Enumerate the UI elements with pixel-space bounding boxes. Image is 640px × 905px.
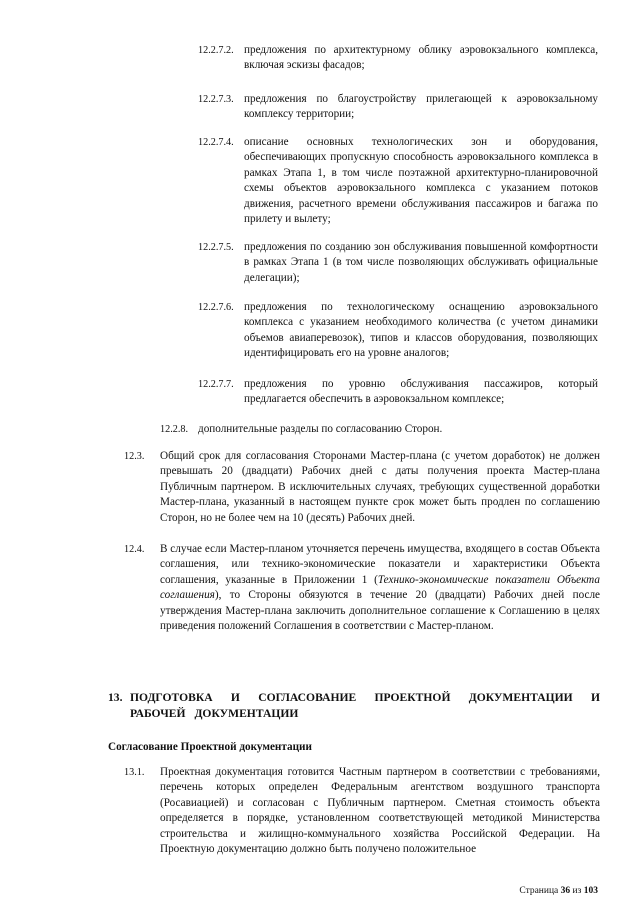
page-footer	[519, 884, 598, 899]
total-pages: 103	[583, 886, 598, 896]
appendix-title: Технико-экономические показатели Объекта соглашения	[160, 573, 600, 602]
clause-number: 12.2.7.2.	[198, 45, 234, 56]
section-number: 13.	[108, 691, 123, 704]
clause-text: предложения по созданию зон обслуживания повышенной комфортности в рамках Этапа 1 (в том числе позволяющих обслуживать официальные делегации);	[244, 241, 598, 284]
clause-text: предложения по уровню обслуживания пассажиров, который предлагается обеспечить в аэровокзальном комплексе;	[244, 378, 598, 406]
clause-number: 12.4.	[124, 544, 145, 555]
clause-number: 12.3.	[124, 451, 145, 462]
clause-text: предложения по технологическому оснащению аэровокзального комплекса с указанием необходимого количества (с учетом динамики объемов авиаперевозок), типов и классов оборудования, позволяющих идентифицировать его на уровне аналогов;	[244, 301, 598, 360]
footer-prefix: Страница	[519, 886, 559, 896]
clause-number: 12.2.7.5.	[198, 242, 234, 253]
clause-text	[160, 542, 600, 634]
clause-number: 12.2.7.7.	[198, 379, 234, 390]
section-title: ПОДГОТОВКА И СОГЛАСОВАНИЕ ПРОЕКТНОЙ ДОКУМЕНТАЦИИ И РАБОЧЕЙ ДОКУМЕНТАЦИИ	[130, 691, 600, 720]
clause-text: Общий срок для согласования Сторонами Мастер-плана (с учетом доработок) не должен превышать 20 (двадцати) Рабочих дней с даты получения проекта Мастер-плана Публичным партнером. В исключительных случаях, требующих существенной доработки Мастер-плана, указанный в настоящем пункте срок может быть продлен по соглашению Сторон, но не более чем на 10 (десять) Рабочих дней.	[160, 450, 600, 524]
clause-text: дополнительные разделы по согласованию Сторон.	[198, 423, 443, 435]
clause-text: предложения по благоустройству прилегающей к аэровокзальному комплексу территории;	[244, 93, 598, 121]
clause-text-before: В случае если Мастер-планом уточняется перечень имущества, входящего в состав Объекта соглашения, или технико-экономические показатели и характеристики Объекта соглашения, указанные в Приложении 1 (	[160, 543, 600, 586]
clause-number: 13.1.	[124, 767, 145, 778]
clause-number: 12.2.7.4.	[198, 137, 234, 148]
clause-number: 12.2.7.6.	[198, 302, 234, 313]
clause-number: 12.2.8.	[160, 424, 189, 435]
current-page-number: 36	[560, 886, 571, 896]
clause-text: описание основных технологических зон и оборудования, обеспечивающих пропускную способность аэровокзального комплекса в рамках Этапа 1, в том числе поэтажной архитектурно-планировочной схемы объектов аэровокзального комплекса с указанием потоков движения, расчетного времени обслуживания пассажиров и багажа по прилету и вылету;	[244, 136, 598, 226]
clause-text-after: ), то Стороны обязуются в течение 20 (двадцати) Рабочих дней после утверждения Мастер-плана заключить дополнительное соглашение к Соглашению в целях приведения положений Соглашения в соответствии с Мастер-планом.	[160, 589, 600, 633]
footer-separator: из	[572, 886, 582, 896]
subheading: Согласование Проектной документации	[108, 741, 312, 753]
clause-text: предложения по архитектурному облику аэровокзального комплекса, включая эскизы фасадов;	[244, 44, 598, 72]
clause-text: Проектная документация готовится Частным партнером в соответствии с требованиями, перечень которых определен Федеральным агентством воздушного транспорта (Росавиацией) и согласован с Публичным партнером. Сметная стоимость объекта определяется в порядке, установленном соответствующей методикой Министерства строительства и жилищно-коммунального хозяйства Российской Федерации. На Проектную документацию должно быть получено положительное	[160, 766, 600, 856]
clause-number: 12.2.7.3.	[198, 94, 234, 105]
